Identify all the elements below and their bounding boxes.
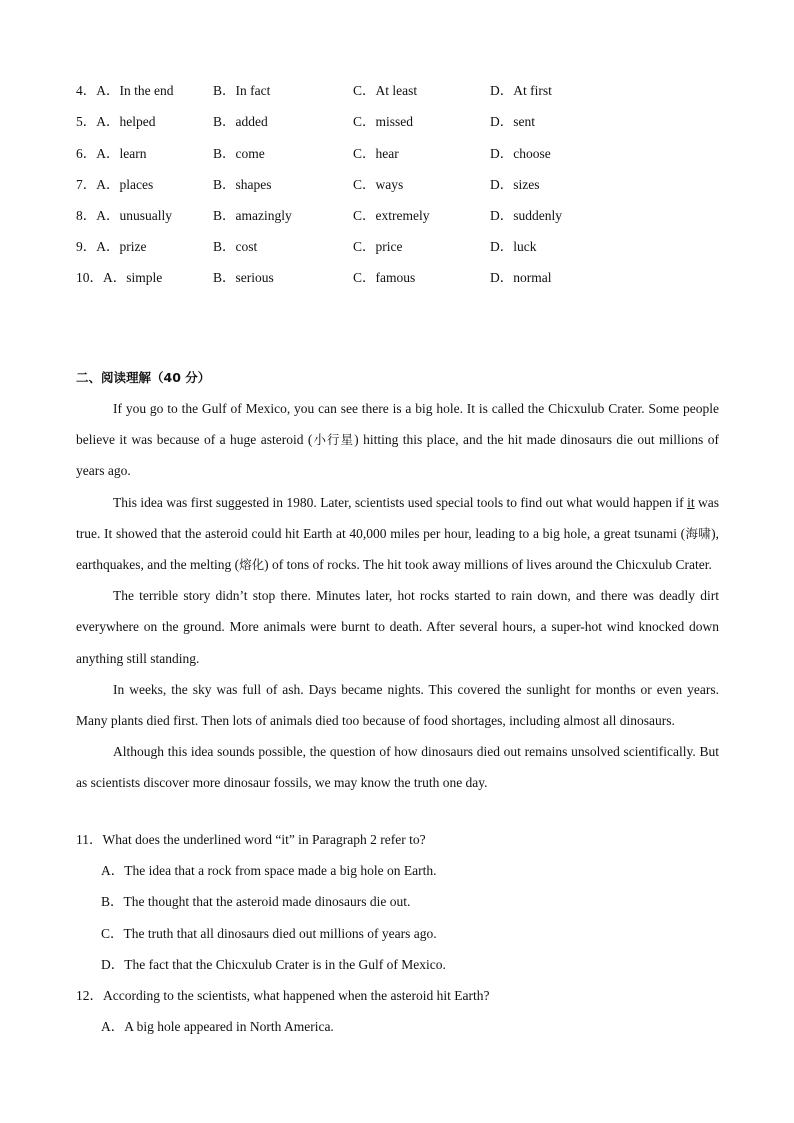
option-7-d: D．sizes bbox=[490, 177, 540, 192]
section-heading: 二、阅读理解（40 分） bbox=[76, 370, 211, 385]
option-row-10 bbox=[76, 268, 719, 288]
option-8-a: 8．A．unusually bbox=[76, 208, 172, 223]
option-7-c: C．ways bbox=[353, 177, 404, 192]
option-row-5 bbox=[76, 112, 719, 132]
option-7-a: 7．A．places bbox=[76, 177, 154, 192]
question-11-option-a: A．The idea that a rock from space made a big hole on Earth. bbox=[101, 863, 437, 878]
option-4-b: B．In fact bbox=[213, 83, 271, 98]
option-5-d: D．sent bbox=[490, 114, 535, 129]
question-12-option-a: A．A big hole appeared in North America. bbox=[101, 1019, 334, 1034]
option-6-a: 6．A．learn bbox=[76, 146, 147, 161]
option-5-b: B．added bbox=[213, 114, 268, 129]
option-6-b: B．come bbox=[213, 146, 265, 161]
option-9-d: D．luck bbox=[490, 239, 537, 254]
option-9-a: 9．A．prize bbox=[76, 239, 147, 254]
option-10-a: 10．A．simple bbox=[76, 270, 163, 285]
option-6-d: D．choose bbox=[490, 146, 551, 161]
paragraph-5: Although this idea sounds possible, the question of how dinosaurs died out remains unsolved scientifically. But as scientists discover more dinosaur fossils, we may know the truth one day. bbox=[76, 744, 719, 791]
question-11: 11．What does the underlined word “it” in Paragraph 2 refer to? bbox=[76, 832, 426, 847]
question-11-option-b: B．The thought that the asteroid made dinosaurs die out. bbox=[101, 894, 411, 909]
option-6-c: C．hear bbox=[353, 146, 399, 161]
paragraph-3: The terrible story didn’t stop there. Minutes later, hot rocks started to rain down, and there was deadly dirt everywhere on the ground. More animals were burnt to death. After several hours, a super-hot wind knocked down anything still standing. bbox=[76, 588, 719, 666]
underlined-it: it bbox=[687, 494, 695, 510]
option-row-9 bbox=[76, 237, 719, 257]
option-5-c: C．missed bbox=[353, 114, 414, 129]
question-11-option-d: D．The fact that the Chicxulub Crater is in the Gulf of Mexico. bbox=[101, 957, 446, 972]
option-7-b: B．shapes bbox=[213, 177, 272, 192]
option-row-7 bbox=[76, 175, 719, 195]
option-10-d: D．normal bbox=[490, 270, 552, 285]
option-10-b: B．serious bbox=[213, 270, 274, 285]
reading-passage bbox=[76, 393, 719, 799]
paragraph-4: In weeks, the sky was full of ash. Days became nights. This covered the sunlight for months or even years. Many plants died first. Then lots of animals died too because of food shortages, including almost all dinosaurs. bbox=[76, 681, 719, 729]
option-4-d: D．At first bbox=[490, 83, 552, 98]
option-row-8 bbox=[76, 206, 719, 226]
option-9-b: B．cost bbox=[213, 239, 258, 254]
option-8-b: B．amazingly bbox=[213, 208, 292, 223]
option-8-d: D．suddenly bbox=[490, 208, 562, 223]
option-4-a: 4．A．In the end bbox=[76, 83, 174, 98]
option-5-a: 5．A．helped bbox=[76, 114, 156, 129]
paragraph-2: This idea was first suggested in 1980. Later, scientists used special tools to find out what would happen if it was true. It showed that the asteroid could hit Earth at 40,000 miles per hour, leading to a big hole, a great tsunami (海啸), earthquakes, and the melting (熔化) of tons of rocks. The hit took away millions of lives around the Chicxulub Crater. bbox=[76, 494, 719, 573]
option-4-c: C．At least bbox=[353, 83, 418, 98]
question-11-option-c: C．The truth that all dinosaurs died out millions of years ago. bbox=[101, 926, 437, 941]
option-10-c: C．famous bbox=[353, 270, 416, 285]
paragraph-1: If you go to the Gulf of Mexico, you can see there is a big hole. It is called the Chicxulub Crater. Some people believe it was because of a huge asteroid (小行星) hitting this place, and the hit made dinosaurs die out millions of years ago. bbox=[76, 401, 719, 479]
option-row-4 bbox=[76, 81, 719, 101]
option-9-c: C．price bbox=[353, 239, 403, 254]
option-8-c: C．extremely bbox=[353, 208, 430, 223]
question-12: 12．According to the scientists, what happened when the asteroid hit Earth? bbox=[76, 988, 490, 1003]
option-row-6 bbox=[76, 144, 719, 164]
